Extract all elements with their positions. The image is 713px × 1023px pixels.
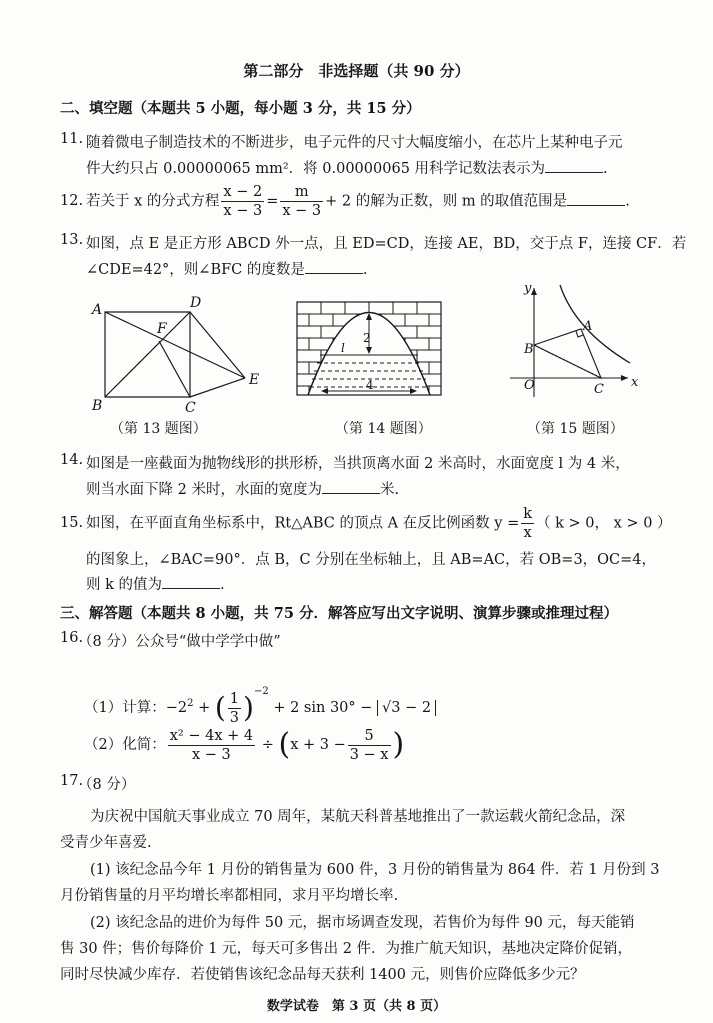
q17-number: 17. <box>60 773 84 789</box>
q12-equals: = <box>266 193 279 210</box>
q11-number: 11. <box>60 131 84 147</box>
q16-term-a-exp: 2 <box>187 698 194 710</box>
q17-intro-line1: 为庆祝中国航天事业成立 70 周年，某航天科普基地推出了一款运载火箭纪念品，深 <box>90 809 626 825</box>
q15-line2: 的图象上，∠BAC=90°．点 B，C 分别在坐标轴上，且 AB=AC，若 OB=3，OC=4， <box>86 552 657 568</box>
q17-part1-line2: 月份销售量的月平均增长率都相同，求月平均增长率. <box>60 888 399 904</box>
label-c: C <box>185 400 196 416</box>
q14-number: 14. <box>60 452 84 468</box>
label-e: E <box>249 372 260 388</box>
q12-end: . <box>625 193 630 210</box>
label-x: x <box>631 375 639 390</box>
q15-post: （ k > 0， x > 0 ） <box>536 515 672 532</box>
q16-paren-content: x + 3 − <box>290 737 346 753</box>
label-c: C <box>594 382 604 397</box>
q16-part2-label: （2）化简： <box>84 737 166 753</box>
label-height: 2 <box>363 331 371 345</box>
q16-part1-label: （1）计算： <box>84 700 166 716</box>
label-a: A <box>92 302 103 318</box>
q12-pre: 若关于 x 的分式方程 <box>86 193 220 210</box>
q16-sin-term: + 2 sin 30° − <box>273 700 373 716</box>
label-b: B <box>92 398 103 414</box>
q15-line1 <box>86 505 672 542</box>
q15-pre: 如图，在平面直角坐标系中，Rt△ABC 的顶点 A 在反比例函数 y = <box>86 515 520 532</box>
label-l: l <box>341 341 345 355</box>
solution-heading: 三、解答题（本题共 8 小题，共 75 分．解答应写出文字说明、演算步骤或推理过程） <box>60 605 618 622</box>
q16-term-a: −2 <box>165 700 188 716</box>
q12-f2-denominator: x − 3 <box>282 203 322 219</box>
q16-number: 16. <box>60 630 84 646</box>
q15-answer-blank[interactable] <box>162 574 220 589</box>
q12-f2-numerator: m <box>280 183 323 202</box>
q14-end: 米. <box>379 482 400 498</box>
q14-answer-blank[interactable] <box>322 479 380 494</box>
q15-text: 则 k 的值为 <box>86 577 163 593</box>
section-title: 第二部分 非选择题（共 90 分） <box>243 62 470 80</box>
q11-line1: 随着微电子制造技术的不断进步，电子元件的尺寸大幅度缩小，在芯片上某种电子元 <box>86 135 623 151</box>
q14-text: 则当水面下降 2 米时，水面的宽度为 <box>86 482 322 498</box>
q15-end: . <box>220 577 225 593</box>
q11-text: 件大约只占 0.00000065 mm²．将 0.00000065 用科学记数法表示为 <box>86 161 546 177</box>
q12-number: 12. <box>60 193 84 209</box>
q15-numerator: k <box>523 506 533 522</box>
hyperbola-curve <box>560 285 630 363</box>
q12-f1-denominator: x − 3 <box>223 203 263 219</box>
q15-number: 15. <box>60 515 84 531</box>
caption-fig13: （第 13 题图） <box>110 421 207 437</box>
label-d: D <box>190 295 202 311</box>
q11-end: . <box>603 161 608 177</box>
q16-plus: + <box>198 700 211 716</box>
label-o: O <box>524 378 535 393</box>
q13-line1: 如图，点 E 是正方形 ABCD 外一点，且 ED=CD，连接 AE，BD，交于点 F，连接 CF．若 <box>86 236 687 252</box>
q16-part2-denominator: x − 3 <box>192 746 231 763</box>
q16-part2-numerator: x² − 4x + 4 <box>169 727 254 744</box>
label-b: B <box>524 342 534 357</box>
q17-part1-line1: (1) 该纪念品今年 1 月份的销售量为 600 件，3 月份的销售量为 864 件．若 1 月份到 3 <box>90 862 660 878</box>
q16-part2-f2-denominator: 3 − x <box>349 746 389 763</box>
q14-line1: 如图是一座截面为抛物线形的拱形桥，当拱顶离水面 2 米高时，水面宽度 l 为 4 米， <box>86 456 630 472</box>
page-footer: 数学试卷 第 3 页（共 8 页） <box>266 999 447 1014</box>
q17-part2-line1: (2) 该纪念品的进价为每件 50 元，据市场调查发现，若售价为每件 90 元，每天能销 <box>90 915 635 931</box>
caption-fig15: （第 15 题图） <box>527 421 624 437</box>
q13-text: ∠CDE=42°，则∠BFC 的度数是 <box>86 262 305 278</box>
q15-fraction <box>521 505 534 542</box>
q13-end: . <box>362 262 368 278</box>
q12-f1-numerator: x − 2 <box>223 184 263 200</box>
q16-abs-value: √3 − 2 <box>377 700 436 716</box>
q16-part2-fraction2 <box>348 727 391 764</box>
label-a: A <box>583 319 593 334</box>
q15-line3 <box>86 573 225 594</box>
q15-denominator: x <box>523 525 532 541</box>
label-y: y <box>524 281 532 296</box>
q16-frac-numerator: 1 <box>229 690 240 707</box>
q16-frac-exp: −2 <box>253 686 269 697</box>
q14-line2 <box>86 478 399 499</box>
q16-divide: ÷ <box>261 737 274 753</box>
fill-in-heading: 二、填空题（本题共 5 小题，每小题 3 分，共 15 分） <box>60 100 421 117</box>
q16-fraction <box>228 690 241 727</box>
q13-number: 13. <box>60 232 84 248</box>
q12-post: + 2 的解为正数，则 m 的取值范围是 <box>325 193 568 210</box>
q17-part2-line2: 售 30 件；售价每降价 1 元，每天可多售出 2 件．为推广航天知识，基地决定降价促销， <box>60 941 633 957</box>
q16-title: （8 分）公众号“做中学学中做” <box>78 634 281 650</box>
q16-frac-denominator: 3 <box>229 709 240 726</box>
q16-part2-fraction <box>168 727 255 764</box>
q17-score: （8 分） <box>78 777 136 793</box>
label-f: F <box>157 321 167 337</box>
caption-fig14: （第 14 题图） <box>335 421 432 437</box>
q17-intro-line2: 受青少年喜爱. <box>60 835 152 851</box>
q16-part2: （2）化简： $\frac{\text{x² − 4x + 4}}{x - 3}$ ÷ (x + 3 − $\frac{5}{3 - x}$ ) <box>84 727 405 763</box>
triangle-abc <box>534 329 601 378</box>
label-width: 4 <box>366 378 374 392</box>
q16-part1: （1）计算：$-2^2$ + ( $\frac{1}{3}$ )$^{-2}$ + 2 sin 30° − √3 − 2 <box>84 672 436 728</box>
q16-part2-f2-numerator: 5 <box>348 727 391 746</box>
q17-part2-line3: 同时尽快减少库存．若使销售该纪念品每天获利 1400 元，则售价应降低多少元？ <box>60 967 585 983</box>
